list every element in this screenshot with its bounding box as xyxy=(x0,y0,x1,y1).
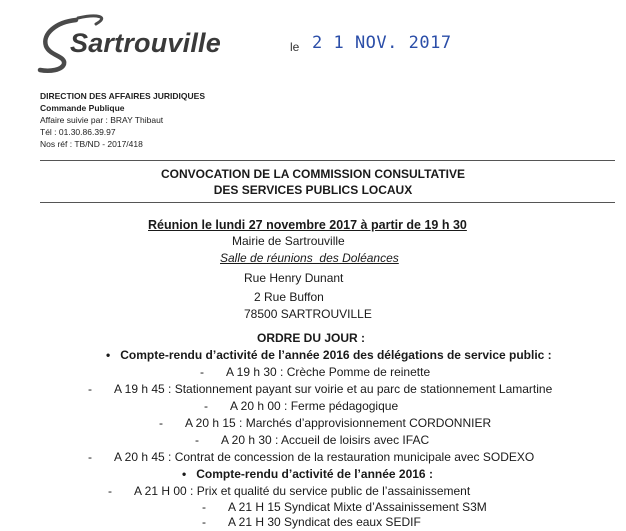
agenda-item-7: A 21 H 00 : Prix et qualité du service public de l’assainissement xyxy=(134,484,471,498)
agenda-item-9: A 21 H 30 Syndicat des eaux SEDIF xyxy=(228,515,421,529)
agenda-item-6: A 20 h 45 : Contrat de concession de la restauration municipale avec SODEXO xyxy=(114,450,535,464)
agenda-dash: - xyxy=(195,433,199,447)
sender-reference: Nos réf : TB/ND - 2017/418 xyxy=(40,139,143,149)
agenda-dash: - xyxy=(200,365,204,379)
agenda-item-3: A 20 h 00 : Ferme pédagogique xyxy=(230,399,399,413)
title-line-2: DES SERVICES PUBLICS LOCAUX xyxy=(213,183,413,197)
meeting-date: Réunion le lundi 27 novembre 2017 à partir de 19 h 30 xyxy=(148,218,467,232)
agenda-item-5: A 20 h 30 : Accueil de loisirs avec IFAC xyxy=(221,433,430,447)
title-line-1: CONVOCATION DE LA COMMISSION CONSULTATIVE xyxy=(161,167,465,181)
agenda-dash: - xyxy=(88,450,92,464)
sender-block xyxy=(40,90,205,150)
meeting-venue: Mairie de Sartrouville xyxy=(232,234,345,248)
agenda-item-4: A 20 h 15 : Marchés d’approvisionnement CORDONNIER xyxy=(185,416,492,430)
agenda-dash: - xyxy=(202,515,206,529)
agenda-dash: - xyxy=(88,382,92,396)
date-stamp: 2 1 NOV. 2017 xyxy=(312,33,452,53)
sender-phone: Tél : 01.30.86.39.97 xyxy=(40,127,116,137)
meeting-address: 2 Rue Buffon xyxy=(254,290,324,304)
logo-text: Sartrouville xyxy=(70,28,221,58)
sender-department: DIRECTION DES AFFAIRES JURIDIQUES xyxy=(40,91,205,101)
title-bottom-rule xyxy=(40,202,615,203)
agenda-section-1: • Compte-rendu d’activité de l’année 2016 des délégations de service public : xyxy=(106,348,552,362)
agenda-item-1: A 19 h 30 : Crèche Pomme de reinette xyxy=(226,365,431,379)
meeting-room: Salle de réunions des Doléances xyxy=(220,251,399,265)
agenda-item-2: A 19 h 45 : Stationnement payant sur voirie et au parc de stationnement Lamartine xyxy=(114,382,553,396)
date-label: le xyxy=(290,40,300,54)
agenda-dash: - xyxy=(159,416,163,430)
agenda-dash: - xyxy=(202,500,206,514)
meeting-postal: 78500 SARTROUVILLE xyxy=(244,307,372,321)
agenda-heading: ORDRE DU JOUR : xyxy=(257,331,366,345)
agenda-dash: - xyxy=(108,484,112,498)
sender-service: Commande Publique xyxy=(40,103,125,113)
document-title xyxy=(0,166,626,198)
sender-followed-by: Affaire suivie par : BRAY Thibaut xyxy=(40,115,164,125)
agenda-section-2: • Compte-rendu d’activité de l’année 2016 : xyxy=(182,467,433,481)
agenda-dash: - xyxy=(204,399,208,413)
title-top-rule xyxy=(40,160,615,161)
meeting-street: Rue Henry Dunant xyxy=(244,271,344,285)
agenda-item-8: A 21 H 15 Syndicat Mixte d’Assainissement S3M xyxy=(228,500,487,514)
